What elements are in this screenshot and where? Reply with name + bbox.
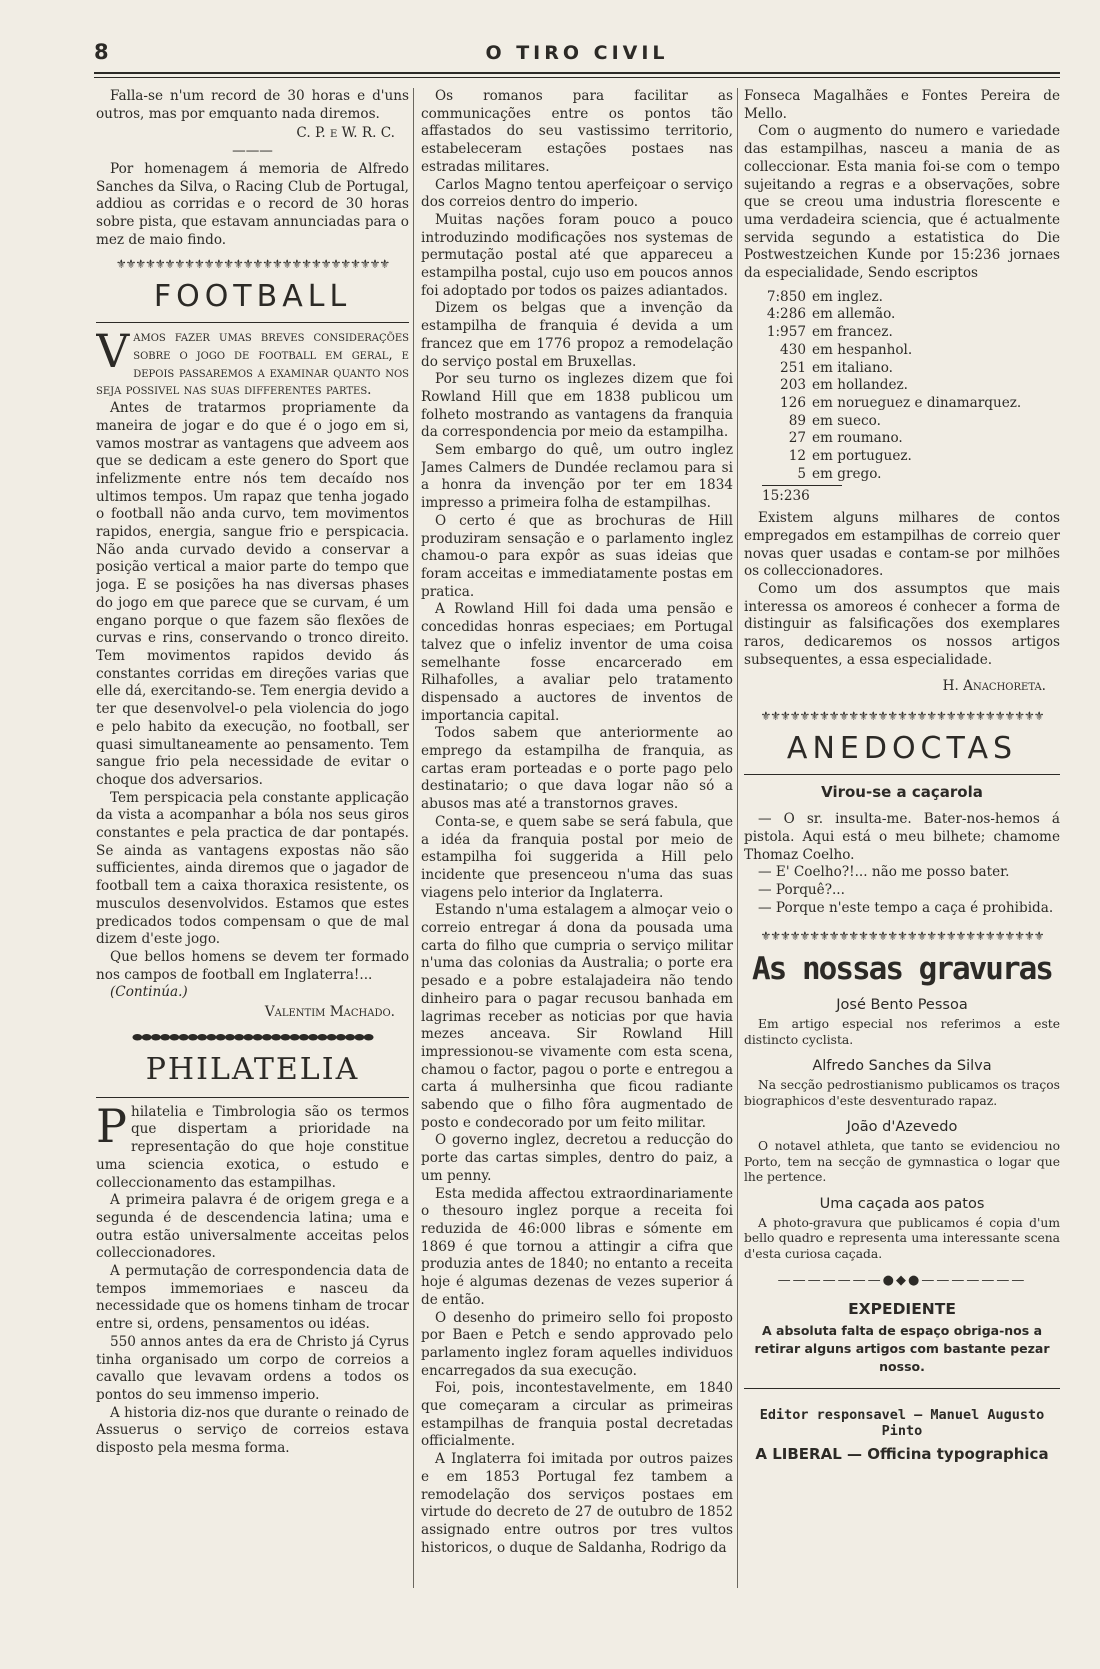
- homage-paragraph: Por homenagem á memoria de Alfredo Sanches da Silva, o Racing Club de Portugal, addiou as corridas e o record de 30 horas sobre pista, que estavam annunciadas para o mez de maio findo.: [96, 160, 409, 248]
- column-3: [744, 88, 1060, 1603]
- gravura-text: Na secção pedrostianismo publicamos os traços biographicos d'este desventurado rapaz.: [744, 1078, 1060, 1108]
- intro-signature: C. P. e W. R. C.: [296, 125, 395, 142]
- header-rule: [94, 72, 1060, 74]
- list-item: 203 em hollandez.: [780, 377, 908, 394]
- article-paragraph: O governo inglez, decretou a reducção do porte das cartas simples, dentro do paiz, a um penny.: [421, 1132, 733, 1184]
- short-divider: ———: [232, 143, 273, 160]
- article-paragraph: Sem embargo do quê, um outro inglez James Calmers de Dundée reclamou para si a honra da invenção por ter em 1834 impresso a primeira folha de estampilhas.: [421, 442, 733, 512]
- article-paragraph: A Inglaterra foi imitada por outros paizes e em 1853 Portugal fez tambem a remodelação dos serviços postaes em virtude do decreto de 27 de outubro de 1852 assignado entre outros por tres vultos historicos, o duque de Saldanha, Rodrigo da: [421, 1451, 733, 1556]
- philatelia-paragraph: A primeira palavra é de origem grega e a segunda é de descendencia latina; uma e outra estão universalmente acceitas pelos colleccionadores.: [96, 1192, 409, 1262]
- article-paragraph: Fonseca Magalhães e Fontes Pereira de Mello.: [744, 88, 1060, 122]
- heading-rule: [96, 322, 409, 323]
- footer-rule: [744, 1388, 1060, 1389]
- list-item: 4:286 em allemão.: [766, 306, 896, 323]
- fleur-ornament-rule-icon: ⚜⚜⚜⚜⚜⚜⚜⚜⚜⚜⚜⚜⚜⚜⚜⚜⚜⚜⚜⚜⚜⚜⚜⚜⚜⚜⚜⚜⚜: [760, 709, 1044, 724]
- page-number: 8: [94, 40, 109, 64]
- fleur-ornament-rule-icon: ⚜⚜⚜⚜⚜⚜⚜⚜⚜⚜⚜⚜⚜⚜⚜⚜⚜⚜⚜⚜⚜⚜⚜⚜⚜⚜⚜⚜⚜: [760, 929, 1044, 944]
- football-paragraph: Vamos fazer umas breves considerações sobre o jogo de football em geral, e depois passaremos a examinar quanto nos seja possivel nas suas differentes partes.: [96, 324, 409, 399]
- philatelia-paragraph: 550 annos antes da era de Christo já Cyrus tinha organisado um corpo de correios a cavallo que levavam ordens a todos os pontos do seu immenso imperio.: [96, 1333, 409, 1403]
- expediente-text: A absoluta falta de espaço obriga-nos a retirar alguns artigos com bastante pezar nosso.: [754, 1323, 1050, 1375]
- football-paragraph: Tem perspicacia pela constante applicação da vista a acompanhar a bóla nos seus giros constantes e pela practica de dar pontapés. Se ainda as vantagens expostas não são sufficientes, ainda diremos que o jagador de football tem a caixa thoraxica resistente, os musculos desenvolvidos. Estamos que estes predicados todos compensam o que de mal dizem d'este jogo.: [96, 789, 409, 948]
- gravuras-heading: As nossas gravuras: [752, 951, 1052, 988]
- philatelia-paragraph: A historia diz-nos que durante o reinado de Assuerus o serviço de correios estava disposto pela mesma forma.: [96, 1404, 409, 1457]
- article-paragraph: O certo é que as brochuras de Hill produziram sensação e o parlamento inglez chamou-o para expôr as suas ideias que foram acceitas e immediatamente postas em pratica.: [421, 512, 733, 600]
- article-paragraph: Foi, pois, incontestavelmente, em 1840 que começaram a circular as primeiras estampilhas de franquia postal decretadas officialmente.: [421, 1380, 733, 1450]
- intro-paragraph: Falla-se n'um record de 30 horas e d'uns outros, mas por emquanto nada diremos.: [96, 88, 409, 122]
- anedocta-title: Virou-se a caçarola: [821, 783, 983, 802]
- statistics-total: 15:236: [762, 485, 842, 506]
- expediente-heading: EXPEDIENTE: [848, 1300, 956, 1319]
- bead-ornament-rule-icon: ⬬⬬⬬⬬⬬⬬⬬⬬⬬⬬⬬⬬⬬⬬⬬⬬⬬⬬⬬⬬⬬⬬⬬⬬⬬⬬: [132, 1029, 373, 1044]
- drop-cap: P: [96, 1098, 127, 1153]
- article-paragraph: Conta-se, e quem sabe se será fabula, que a idéa da franquia postal por meio de estampilha foi suggerida a Hill pelo incidente que presenceou n'uma das suas viagens pelo interior da Inglaterra.: [421, 813, 733, 901]
- article-paragraph: Os romanos para facilitar as communicações entre os pontos tão affastados do seu vastissimo territorio, estabeleceram estações postaes nas estradas militares.: [421, 88, 733, 175]
- football-heading: FOOTBALL: [153, 279, 352, 315]
- article-paragraph: Por seu turno os inglezes dizem que foi Rowland Hill que em 1838 publicou um folheto mostrando as vantagens da franquia da correspondencia por meio da estampilha.: [421, 371, 733, 441]
- gravura-title: Uma caçada aos patos: [819, 1195, 985, 1212]
- gravura-text: O notavel athleta, que tanto se evidenciou no Porto, tem na secção de gymnastica o logar que lhe pertence.: [744, 1139, 1060, 1185]
- list-item: 27 em roumano.: [788, 430, 903, 447]
- list-item: 5 em grego.: [797, 465, 882, 482]
- column-1: [96, 88, 409, 1593]
- article-paragraph: Como um dos assumptos que mais interessa os amoreos é conhecer a forma de distinguir as falsificações dos exemplares raros, dedicaremos os nossos artigos subsequentes, a essa especialidade.: [744, 580, 1060, 668]
- anedocta-line: — O sr. insulta-me. Bater-nos-hemos á pistola. Aqui está o meu bilhete; chamome Thomaz Coelho.: [744, 811, 1060, 863]
- article-paragraph: Existem alguns milhares de contos empregados em estampilhas de correio quer novas quer usadas e contam-se por milhões os colleccionadores.: [744, 510, 1060, 580]
- article-paragraph: Dizem os belgas que a invenção da estampilha de franquia é devida a um francez que em 1776 propoz a remodelação do serviço postal em Bruxellas.: [421, 300, 733, 370]
- article-paragraph: Muitas nações foram pouco a pouco introduzindo modificações nos systemas de permutação postal até que appareceu a estampilha postal, cujo uso em poucos annos foi adoptado por todos os paizes adiantados.: [421, 211, 733, 299]
- journals-statistics-list: [762, 289, 1060, 506]
- gravura-text: Em artigo especial nos referimos a este distincto cyclista.: [744, 1017, 1060, 1047]
- philatelia-heading: PHILATELIA: [145, 1051, 360, 1087]
- philatelia-signature: H. Anachoreta.: [942, 677, 1046, 694]
- editor-line: Editor responsavel — Manuel Augusto Pinto: [759, 1407, 1045, 1440]
- article-paragraph: A Rowland Hill foi dada uma pensão e concedidas honras especiaes; em Portugal talvez que o infeliz inventor de uma coisa semelhante fosse encarcerado em Rilhafolles, a avaliar pelo tratamento dispensado a auctores de inventos de importancia capital.: [421, 601, 733, 724]
- list-item: 89 em sueco.: [788, 412, 881, 429]
- list-item: 12 em portuguez.: [788, 448, 912, 465]
- football-paragraph: Que bellos homens se devem ter formado nos campos de football em Inglaterra!...: [96, 948, 409, 983]
- anedoctas-heading: ANEDOCTAS: [786, 731, 1018, 767]
- column-2: [421, 88, 733, 1603]
- heading-rule: [96, 1097, 409, 1098]
- fleur-ornament-rule-icon: ⚜⚜⚜⚜⚜⚜⚜⚜⚜⚜⚜⚜⚜⚜⚜⚜⚜⚜⚜⚜⚜⚜⚜⚜⚜⚜⚜⚜: [115, 257, 390, 272]
- article-paragraph: O desenho do primeiro sello foi proposto por Baen e Petch e sendo approvado pelo parlamento inglez foram aquelles individuos encarregados da sua execução.: [421, 1309, 733, 1379]
- page-header: [94, 36, 1060, 76]
- article-paragraph: Carlos Magno tentou aperfeiçoar o serviço dos correios dentro do imperio.: [421, 176, 733, 211]
- newspaper-title: O TIRO CIVIL: [485, 42, 669, 64]
- list-item: 430 em hespanhol.: [780, 341, 913, 358]
- article-paragraph: Todos sabem que anteriormente ao emprego da estampilha de franquia, as cartas eram porteadas e o porte pago pelo destinatario; o que dava logar não só a abusos mas até a transtornos graves.: [421, 725, 733, 813]
- philatelia-paragraph: A permutação de correspondencia data de tempos immemoriaes e nasceu da necessidade que os homens tinham de trocar entre si, ordens, pensamentos ou idéas.: [96, 1263, 409, 1333]
- heading-rule: [744, 774, 1060, 775]
- anedocta-line: — Porque n'este tempo a caça é prohibida.: [758, 899, 1054, 916]
- gravura-text: A photo-gravura que publicamos é copia d'um bello quadro e representa uma interessante scena d'esta curiosa caçada.: [744, 1215, 1060, 1261]
- gravura-title: João d'Azevedo: [846, 1119, 958, 1136]
- anedocta-line: — E' Coelho?!... não me posso bater.: [758, 864, 1010, 881]
- header-rule-thin: [94, 77, 1060, 78]
- gravura-title: Alfredo Sanches da Silva: [812, 1058, 992, 1075]
- philatelia-paragraph: Philatelia e Timbrologia são os termos que dispertam a prioridade na representação do que hoje constitue uma sciencia exotica, o estudo e colleccionamento das estampilhas.: [96, 1098, 409, 1191]
- printer-line: A LIBERAL — Officina typographica: [755, 1445, 1049, 1464]
- football-signature: Valentim Machado.: [264, 1004, 395, 1021]
- list-item: 7:850 em inglez.: [766, 288, 883, 305]
- anedocta-line: — Porquê?...: [758, 882, 845, 899]
- list-item: 251 em italiano.: [780, 359, 893, 376]
- continua-note: (Continúa.): [110, 984, 188, 1001]
- column-divider: [737, 88, 738, 1588]
- drop-cap: V: [96, 324, 130, 379]
- list-item: 126 em norueguez e dinamarquez.: [780, 394, 1022, 411]
- article-paragraph: Estando n'uma estalagem a almoçar veio o correio entregar á dona da pousada uma carta do filho que cumpria o serviço militar n'uma das colonias da Australia; o porte era pesado e a pobre estalajadeira não tendo dinheiro para o pagar recusou banhada em lagrimas receber as noticias por que havia mezes anceava. Sir Rowland Hill impressionou-se vivamente com esta scena, chamou o factor, pagou o porte e entregou a carta á mulhersinha que ficou radiante sabendo que o filho fôra augmentado de posto e condecorado por um feito militar.: [421, 902, 733, 1131]
- bead-ornament-rule-icon: ———————●◆●———————: [777, 1273, 1027, 1289]
- football-paragraph: Antes de tratarmos propriamente da maneira de jogar e do que é o jogo em si, vamos mostrar as vantagens que adveem aos que se dedicam a este genero do Sport que infelizmente entre nós tem decaído nos ultimos tempos. Um rapaz que tenha jogado o football não anda curvo, tem movimentos rapidos, energia, sangue frio e perspicacia. Não anda curvado devido a conservar a posição vertical a maior parte do tempo que joga. E se posições ha nas diversas phases do jogo em que parece que se curvam, é um engano porque o que fazem são flexões de curvas e rins, conservando o tronco direito. Tem movimentos rapidos devido ás constantes corridas em direções varias que elle dá, exercitando-se. Tem energia devido a ter que desenvolvel-o pela violencia do jogo e pelo habito da execução, no football, ser quasi simultaneamente ao pensamento. Tem sangue frio pela necessidade de evitar o choque dos adversarios.: [96, 400, 409, 788]
- column-divider: [413, 88, 414, 1588]
- article-paragraph: Com o augmento do numero e variedade das estampilhas, nasceu a mania de as colleccionar. Esta mania foi-se com o tempo sujeitando a regras e a observações, sobre que se creou uma industria florescente e uma verdadeira sciencia, que é actualmente servida segundo a estatistica do Die Postwestzeichen Kunde por 15:236 jornaes da especialidade, Sendo escriptos: [744, 123, 1060, 282]
- article-paragraph: Esta medida affectou extraordinariamente o thesouro inglez porque a receita foi reduzida de 46:000 libras e sómente em 1869 é que tornou a attingir a cifra que produzia antes de 1840; no entanto a receita hoje é algumas dezenas de vezes superior á de então.: [421, 1185, 733, 1308]
- gravura-title: José Bento Pessoa: [836, 997, 968, 1014]
- list-item: 1:957 em francez.: [766, 324, 893, 341]
